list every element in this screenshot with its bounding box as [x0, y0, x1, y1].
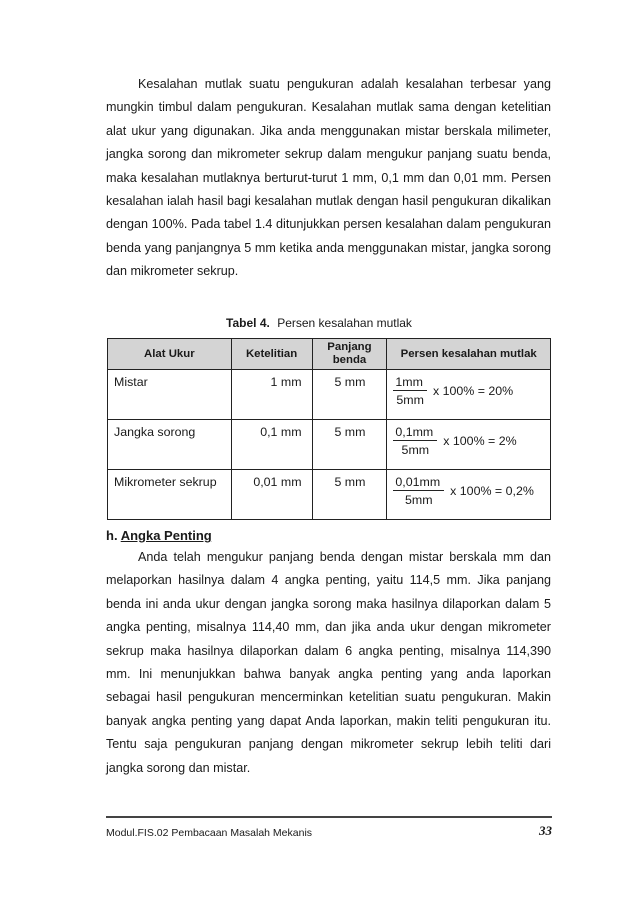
footer-module-title: Modul.FIS.02 Pembacaan Masalah Mekanis	[106, 827, 313, 839]
cell-panjang: 5 mm	[312, 420, 387, 470]
fraction-denominator: 5mm	[405, 493, 433, 507]
table-caption	[0, 316, 638, 330]
cell-formula	[387, 470, 551, 520]
fraction-numerator: 1mm	[393, 375, 427, 391]
table-caption-label: Tabel 4.	[226, 316, 270, 330]
table-row	[108, 470, 551, 520]
fraction-denominator: 5mm	[396, 393, 424, 407]
cell-formula	[387, 420, 551, 470]
fraction-numerator: 0,01mm	[393, 475, 444, 491]
section-letter: h.	[106, 528, 118, 543]
table-row	[108, 420, 551, 470]
formula-result: x 100% = 2%	[443, 434, 517, 448]
paragraph-1-text: Kesalahan mutlak suatu pengukuran adalah kesalahan terbesar yang mungkin timbul dalam pengukuran. Kesalahan mutlak sama dengan ketelitian alat ukur yang digunakan. Jika anda menggunakan mistar berskala milimeter, jangka sorong dan mikrometer sekrup dalam mengukur panjang suatu benda, maka kesalahan mutlaknya berturut-turut 1 mm, 0,1 mm dan 0,01 mm. Persen kesalahan ialah hasil bagi kesalahan mutlak dengan hasil pengukuran dikalikan dengan 100%. Pada tabel 1.4 ditunjukkan persen kesalahan dalam pengukuran benda yang panjangnya 5 mm ketika anda menggunakan mistar, jangka sorong dan mikrometer sekrup.	[106, 77, 551, 279]
cell-panjang: 5 mm	[312, 470, 387, 520]
fraction-denominator: 5mm	[401, 443, 430, 457]
page-number: 33	[539, 823, 552, 838]
paragraph-kesalahan-mutlak	[106, 73, 551, 284]
cell-ketelitian: 1 mm	[231, 370, 312, 420]
header-panjang-benda: Panjang benda	[312, 339, 387, 370]
cell-alat: Mistar	[108, 370, 232, 420]
header-alat-ukur: Alat Ukur	[108, 339, 232, 370]
header-ketelitian: Ketelitian	[231, 339, 312, 370]
footer-divider	[106, 816, 552, 818]
cell-ketelitian: 0,01 mm	[231, 470, 312, 520]
paragraph-angka-penting	[106, 546, 551, 780]
fraction	[393, 425, 437, 457]
header-persen-kesalahan: Persen kesalahan mutlak	[387, 339, 551, 370]
fraction-numerator: 0,1mm	[393, 425, 437, 441]
table-caption-text: Persen kesalahan mutlak	[277, 316, 412, 330]
cell-formula	[387, 370, 551, 420]
table-row	[108, 370, 551, 420]
paragraph-2-text: Anda telah mengukur panjang benda dengan mistar berskala mm dan melaporkan hasilnya dalam 4 angka penting, yaitu 114,5 mm. Jika panjang benda ini anda ukur dengan jangka sorong maka hasilnya dilaporkan dalam 5 angka penting, misalnya 114,40 mm, dan jika anda ukur dengan mikrometer sekrup maka hasilnya dilaporkan dalam 6 angka penting, misalnya 114,390 mm. Ini menunjukkan bahwa banyak angka penting yang anda laporkan sebagai hasil pengukuran mencerminkan ketelitian suatu pengukuran. Makin banyak angka penting yang dapat Anda laporkan, makin teliti pengukuran itu. Tentu saja pengukuran panjang dengan mikrometer sekrup lebih teliti dari jangka sorong dan mistar.	[106, 550, 551, 775]
table-header-row	[108, 339, 551, 370]
fraction	[393, 375, 427, 407]
cell-alat: Jangka sorong	[108, 420, 232, 470]
section-heading	[106, 528, 212, 543]
formula-result: x 100% = 20%	[432, 384, 514, 398]
fraction	[393, 475, 444, 507]
cell-alat: Mikrometer sekrup	[108, 470, 232, 520]
percent-error-table	[107, 338, 551, 520]
cell-ketelitian: 0,1 mm	[231, 420, 312, 470]
formula-result: x 100% = 0,2%	[450, 484, 534, 498]
section-title: Angka Penting	[120, 528, 212, 543]
cell-panjang: 5 mm	[312, 370, 387, 420]
